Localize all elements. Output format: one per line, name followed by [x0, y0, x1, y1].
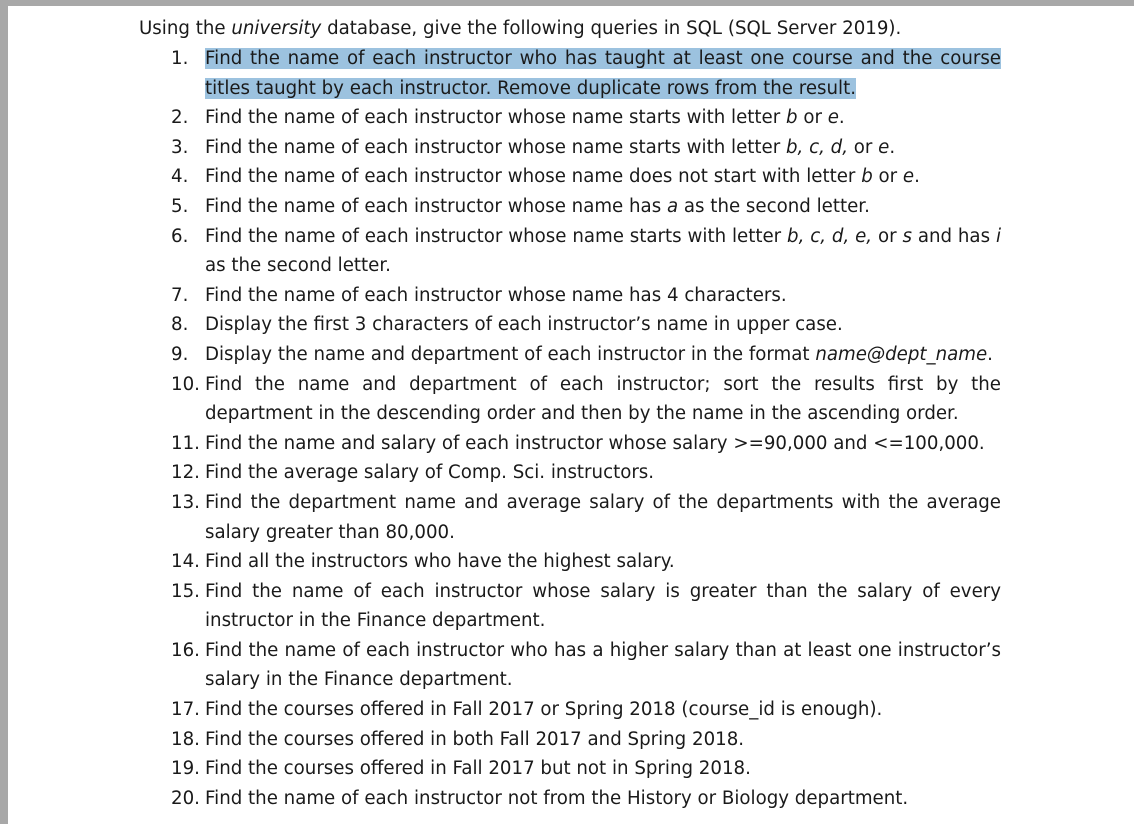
- question-item[interactable]: [171, 370, 1001, 429]
- question-item[interactable]: [171, 281, 1001, 311]
- question-text-segment: Find all the instructors who have the highest salary.: [205, 551, 675, 573]
- question-text-segment: .: [987, 343, 993, 365]
- question-item[interactable]: [171, 192, 1001, 222]
- question-item[interactable]: [171, 577, 1001, 636]
- question-list: [171, 44, 1001, 813]
- question-number: 19.: [171, 758, 200, 780]
- question-item[interactable]: [171, 133, 1001, 163]
- question-number: 1.: [171, 48, 189, 69]
- question-text-segment: .: [838, 107, 845, 129]
- question-item[interactable]: [171, 754, 1001, 784]
- question-item[interactable]: [171, 222, 1001, 281]
- question-number: 4.: [171, 166, 189, 188]
- question-text-segment: or: [872, 225, 903, 247]
- question-text-segment: Find the name and department of each instructor; sort the results first by the department in the descending order and then by the name in the ascending order.: [205, 373, 1001, 425]
- question-number: 20.: [171, 787, 200, 809]
- question-text-segment: Find the name of each instructor whose name has 4 characters.: [205, 284, 787, 306]
- question-number: 10.: [171, 373, 200, 395]
- italic-text: e: [878, 136, 890, 158]
- intro-text-before: Using the: [139, 18, 232, 39]
- italic-text: b: [785, 107, 798, 129]
- question-text-segment: or: [847, 136, 879, 158]
- question-text: [205, 729, 744, 750]
- question-number: 17.: [171, 699, 200, 721]
- italic-text: name@dept_name: [815, 343, 988, 365]
- question-text-segment: Display the first 3 characters of each instructor’s name in upper case.: [205, 314, 843, 336]
- question-number: 9.: [171, 343, 189, 365]
- question-item[interactable]: [171, 340, 1001, 370]
- question-text-segment: Find the name of each instructor whose name does not start with letter: [205, 166, 862, 188]
- question-text: [205, 581, 1001, 632]
- question-text-segment: as the second letter.: [205, 255, 391, 277]
- question-text-segment: .: [914, 166, 920, 188]
- intro-sentence: [139, 14, 901, 44]
- intro-emphasis: university: [231, 18, 322, 39]
- question-text: [205, 344, 993, 365]
- question-number: 7.: [171, 284, 189, 306]
- question-text: [205, 699, 882, 720]
- italic-text: s: [902, 225, 912, 247]
- question-item[interactable]: [171, 725, 1001, 755]
- question-text: [205, 107, 845, 128]
- question-item[interactable]: [171, 162, 1001, 192]
- question-number: 3.: [171, 136, 189, 158]
- question-item[interactable]: [171, 310, 1001, 340]
- intro-text-after: database, give the following queries in SQL (SQL Server 2019).: [321, 18, 902, 39]
- question-number: 16.: [171, 639, 200, 661]
- question-item[interactable]: [171, 429, 1001, 459]
- question-text-segment: Find the name and salary of each instructor whose salary >=90,000 and <=100,000.: [205, 432, 985, 454]
- question-text: [205, 285, 787, 306]
- question-text-segment: Find the name of each instructor whose name starts with letter: [205, 136, 786, 158]
- question-number: 12.: [171, 462, 200, 484]
- question-text-segment: or: [797, 107, 828, 129]
- question-text-segment: Find the courses offered in Fall 2017 but not in Spring 2018.: [205, 758, 751, 780]
- question-number: 18.: [171, 728, 200, 750]
- italic-text: b, c, d, e,: [787, 225, 873, 247]
- question-text: [205, 788, 908, 809]
- question-text-segment: Display the name and department of each instructor in the format: [205, 343, 816, 365]
- question-item[interactable]: [171, 44, 1001, 103]
- question-text: [205, 314, 843, 335]
- question-text-segment: or: [872, 166, 903, 188]
- question-text: [205, 492, 1001, 543]
- question-text: [205, 166, 920, 187]
- question-item[interactable]: [171, 784, 1001, 814]
- question-text: [205, 196, 870, 217]
- question-item[interactable]: [171, 488, 1001, 547]
- question-text: [205, 551, 675, 572]
- highlighted-text: Find the name of each instructor who has taught at least one course and the course titles taught by each instructor. Remove duplicate rows from the result.: [205, 48, 1001, 99]
- question-item[interactable]: [171, 695, 1001, 725]
- question-number: 8.: [171, 314, 189, 336]
- question-text-segment: and has: [911, 225, 996, 247]
- question-item[interactable]: [171, 636, 1001, 695]
- question-text-segment: Find the name of each instructor who has a higher salary than at least one instructor’s salary in the Finance department.: [205, 639, 1001, 691]
- question-text: [205, 433, 985, 454]
- italic-text: e: [827, 107, 839, 129]
- question-text-segment: Find the name of each instructor not from the History or Biology department.: [205, 787, 909, 809]
- question-text-segment: Find the name of each instructor whose name starts with letter: [205, 107, 786, 129]
- question-text-segment: Find the courses offered in Fall 2017 or Spring 2018 (course_id is enough).: [205, 699, 883, 721]
- question-text-segment: Find the courses offered in both Fall 2017 and Spring 2018.: [205, 728, 745, 750]
- question-item[interactable]: [171, 547, 1001, 577]
- question-number: 2.: [171, 107, 189, 129]
- question-number: 14.: [171, 551, 200, 573]
- question-text-segment: Find the department name and average salary of the departments with the average salary greater than 80,000.: [205, 491, 1001, 543]
- question-number: 13.: [171, 491, 200, 513]
- question-text-segment: Find the name of each instructor whose name starts with letter: [205, 225, 788, 247]
- question-text-segment: as the second letter.: [678, 195, 870, 217]
- question-number: 11.: [171, 432, 200, 454]
- question-text: [205, 462, 654, 483]
- italic-text: e: [902, 166, 915, 188]
- italic-text: b: [861, 166, 873, 188]
- question-text: [205, 137, 895, 158]
- question-text-segment: .: [889, 136, 896, 158]
- question-item[interactable]: [171, 458, 1001, 488]
- question-text: [205, 374, 1001, 425]
- question-text: [205, 48, 1001, 99]
- question-text: [205, 758, 751, 779]
- italic-text: b, c, d,: [785, 136, 848, 158]
- question-text: [205, 640, 1001, 691]
- question-number: 6.: [171, 225, 189, 247]
- document-page: [8, 6, 1134, 824]
- question-text-segment: Find the name of each instructor whose name has: [205, 195, 667, 217]
- italic-text: a: [666, 195, 679, 217]
- question-text-segment: Find the name of each instructor whose salary is greater than the salary of every instructor in the Finance department.: [205, 580, 1001, 632]
- italic-text: i: [995, 225, 1001, 247]
- question-number: 15.: [171, 580, 200, 602]
- question-item[interactable]: [171, 103, 1001, 133]
- question-text: [205, 226, 1001, 277]
- question-number: 5.: [171, 195, 189, 217]
- question-text-segment: Find the average salary of Comp. Sci. instructors.: [205, 462, 655, 484]
